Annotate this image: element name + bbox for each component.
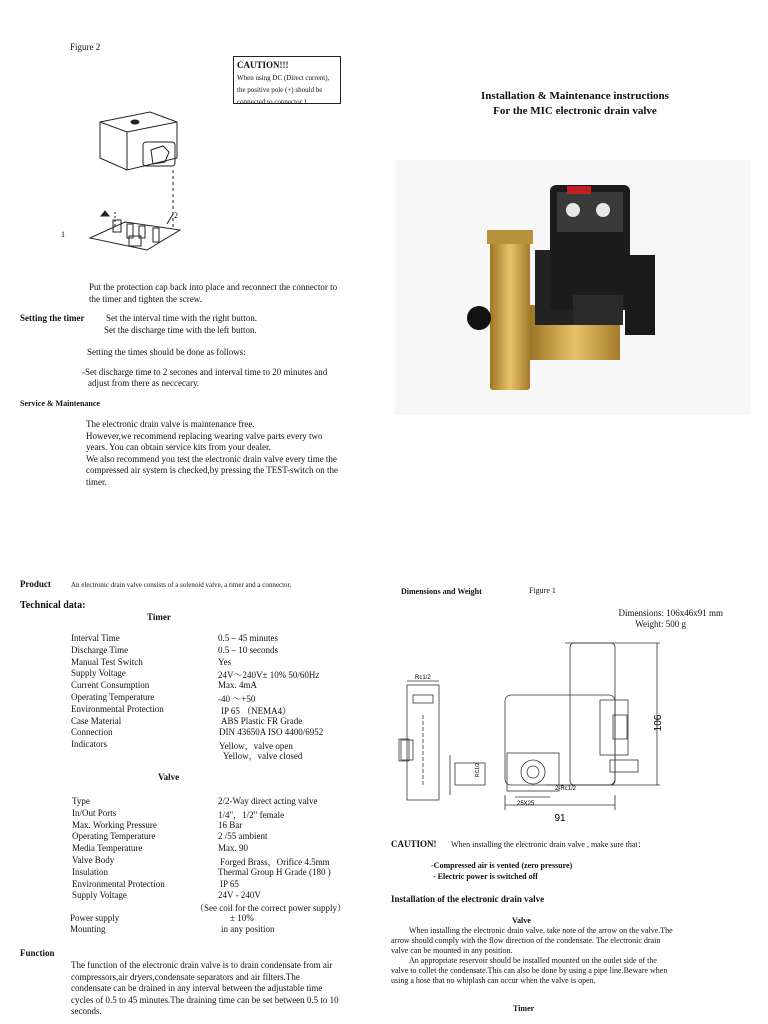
figure-2-label: Figure 2 [70,42,101,52]
drawing-label-square: 25X25 [517,801,535,807]
protection-cap-text: Put the protection cap back into place and reconnect the connector to the timer and tighten the screw. [89,282,338,304]
power-supply-value: ± 10% [230,913,254,923]
dimension-drawing [395,635,685,825]
spec-value: Forged Brass，Orifice 4.5mm [220,857,330,867]
spec-key: Connection [71,727,113,738]
times-intro: Setting the times should be done as follows: [87,347,246,357]
spec-key: Valve Body [72,855,115,865]
caution2-text: When installing the electronic drain valve , make sure that： [451,840,646,849]
spec-value: Yellow，valve open [219,741,293,752]
page-title: Installation & Maintenance instructions For the MIC electronic drain valve [481,90,669,117]
spec-key: Case Material [71,715,122,726]
setting-timer-label: Setting the timer [20,313,85,323]
spec-key: Discharge Time [71,644,129,655]
power-supply-key: Power supply [70,913,120,923]
spec-value: ABS Plastic FR Grade [221,715,303,726]
spec-key: Indicators [71,739,107,750]
connector-diagram [55,100,205,260]
diagram-label-1: 1 [61,230,65,239]
figure-1-label: Figure 1 [529,586,556,595]
spec-key: Supply Voltage [71,668,126,679]
mounting-key: Mounting [70,924,106,934]
spec-value: 16 Bar [218,819,243,830]
installation-title: Installation of the electronic drain valve [391,894,545,904]
spec-value: IP 65 [220,878,239,889]
dimensions-size: Dimensions: 106x46x91 mm [618,608,723,618]
spec-key: Supply Voltage [72,890,127,901]
spec-value: Max. 90 [218,843,248,854]
spec-value: DIN 43650A ISO 4400/6952 [219,727,324,738]
spec-value: 0.5 – 10 seconds [218,644,278,655]
spec-value: 24V - 240V [218,890,261,901]
spec-value: -40 ～+50 [218,694,256,704]
times-step: -Set discharge time to 2 secones and interval time to 20 minutes and [82,367,328,377]
product-photo [395,160,750,415]
function-label: Function [20,948,55,958]
technical-data-title: Technical data: [20,600,86,611]
spec-key: Manual Test Switch [71,656,143,667]
coil-note: （See coil for the correct power supply） [195,903,346,913]
spec-value: Thermal Group H Grade (180 ) [218,866,331,877]
drawing-label-ports: 2-Rc1/2 [555,786,577,792]
product-text: An electronic drain valve consists of a solenoid valve, a timer and a connector. [71,581,292,589]
setting-timer-line1: Set the interval time with the right button. [106,313,257,323]
caution-box [233,56,341,104]
drawing-label-side: RC1/2 [475,762,481,777]
spec-key: Max. Working Pressure [72,819,157,830]
spec-key: Media Temperature [72,843,143,854]
installation-timer-title: Timer [513,1004,535,1013]
spec-value: 2/2-Way direct acting valve [218,796,318,806]
function-text: The function of the electronic drain valve is to drain condensate from air compressors,air dryers,condensate separators and air filters.The condensate can be drained in any interval between the adjustable time cycles of 0.5 to 45 minutes.The draining time can be set between 0.5 to 10 seconds. [71,960,339,1016]
mounting-value: in any position [221,924,275,934]
spec-key: Environmental Protection [71,703,164,714]
caution2-item-1: -Compressed air is vented (zero pressure) [431,861,573,870]
installation-text: When installing the electronic drain valve, take note of the arrow on the valve.The arrow should comply with the flow direction of the condensate. The electronic drain valve can be mounted in any position. An appropriate reservoir should be installed mounted on the outlet side of the valve to collet the condensate.This can also be done by using a pipe line.Beware when using a hose that no whiplash can occur when the valve is open. [391,926,673,985]
indicator-closed: Yellow，valve closed [223,751,303,761]
spec-value: 24V～240V± 10% 50/60Hz [218,670,320,681]
setting-timer-line2: Set the discharge time with the left button. [104,325,257,335]
dimensions-weight: Weight: 500 g [635,619,686,629]
diagram-label-2: 2 [174,211,178,220]
service-text: The electronic drain valve is maintenance free. However,we recommend replacing wearing valve parts every two years. You can obtain service kits from your dealer. We also recommend you test the electronic drain valve every time the compressed air system is checked,by pressing the TEST-switch on the timer. [86,419,338,487]
timer-section-title: Timer [147,612,171,622]
spec-value: Yes [218,656,232,667]
spec-value: 2 /55 ambient [218,831,268,842]
spec-key: Interval Time [71,633,120,643]
valve-section-title: Valve [158,772,180,782]
spec-key: Operating Temperature [71,692,155,702]
spec-key: Environmental Protection [72,878,165,889]
spec-value: 1/4"，1/2" female [218,809,285,820]
service-title: Service & Maintenance [20,399,100,408]
spec-value: Max. 4mA [218,680,257,691]
caution2-item-2: - Electric power is switched off [433,872,538,881]
spec-value: IP 65 （NEMA4） [221,705,292,716]
drawing-label-rc12-top: Rc1/2 [415,675,431,681]
spec-key: Current Consumption [71,680,150,691]
drawing-label-height: 106 [653,714,664,732]
spec-key: Operating Temperature [72,831,156,842]
caution-box-text: When using DC (Direct current), the positive pole (+) should be connected to connector 1. [237,73,330,106]
spec-key: In/Out Ports [72,807,117,818]
caution-box-title: CAUTION!!! [237,60,289,70]
spec-value: 0.5 – 45 minutes [218,633,278,643]
times-step-cont: adjust from there as neccecary. [88,378,200,388]
drawing-label-width: 91 [554,813,566,824]
product-label: Product [20,579,51,589]
spec-key: Type [72,796,90,806]
installation-valve-title: Valve [512,916,531,925]
spec-key: Insulation [72,866,108,877]
dimensions-label: Dimensions and Weight [401,587,482,596]
caution2-label: CAUTION! [391,839,437,849]
